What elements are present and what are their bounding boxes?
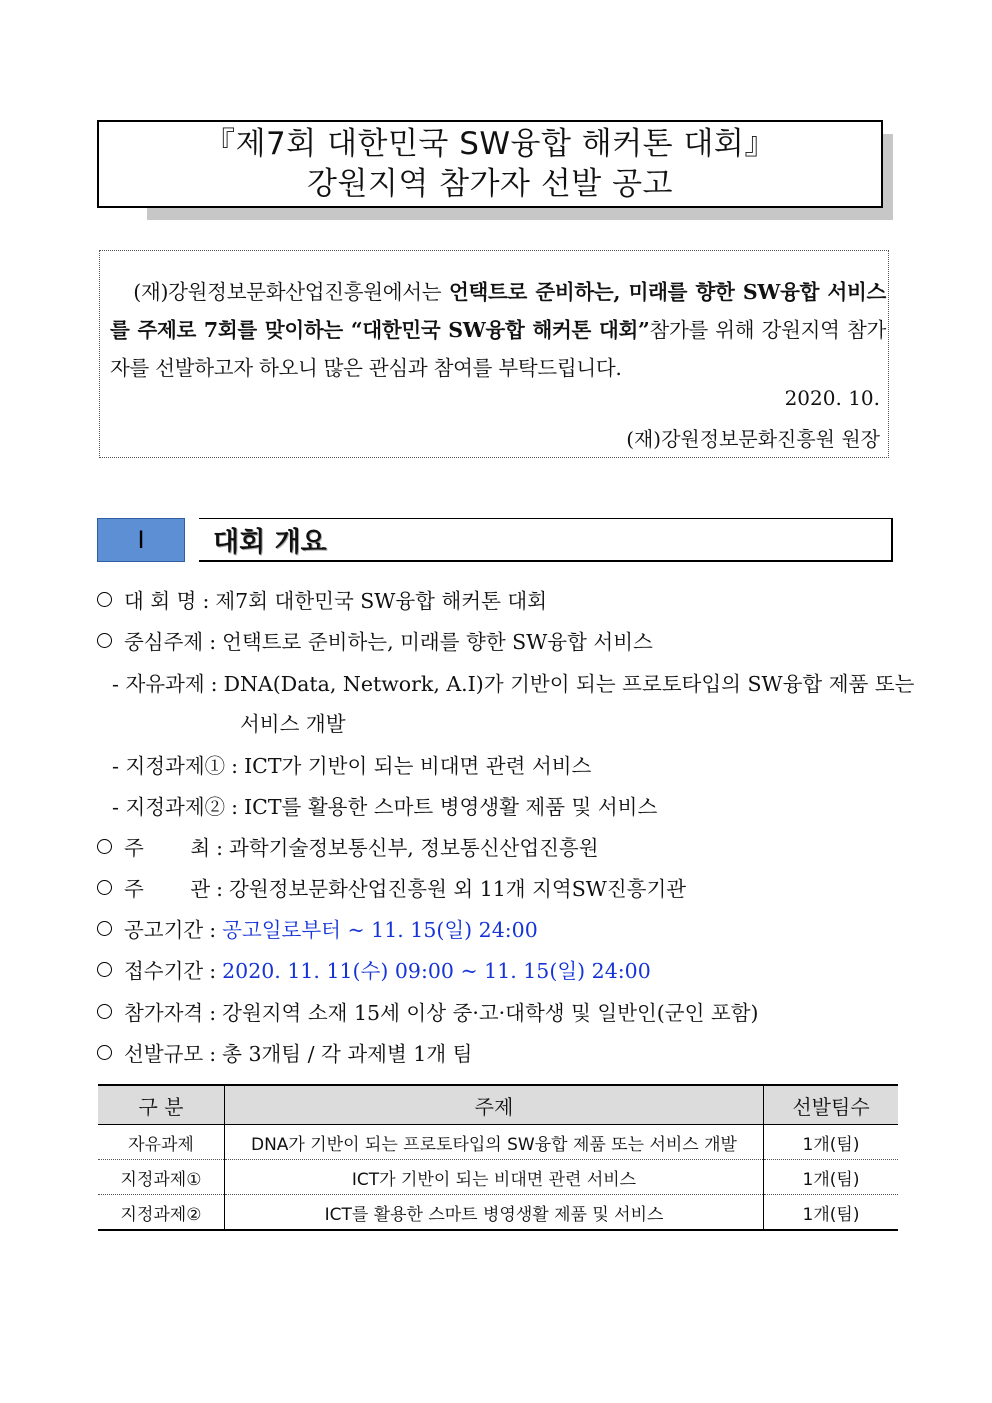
title-box	[97, 120, 883, 208]
notice-text-bold: 언택트로 준비하는, 미래를 향한 SW융합 서비스를 주제로 7회를 맞이하는 “대한민국 SW융합 해커톤 대회”	[110, 280, 886, 342]
notice-date: 2020. 10.	[784, 386, 880, 410]
notice-text-end: 참가를 위해 강원지역 참가자를 선발하고자 하오니 많은 관심과 참여를 부탁드립니다.	[110, 318, 886, 380]
item-eligibility: 참가자격 : 강원지역 소재 15세 이상 중·고·대학생 및 일반인(군인 포함)	[97, 999, 759, 1027]
table-row	[98, 1125, 898, 1160]
table-row	[98, 1160, 898, 1195]
item-name: 대 회 명 : 제7회 대한민국 SW융합 해커톤 대회	[97, 587, 547, 615]
table-cell: 지정과제①	[98, 1160, 225, 1195]
item-task-1: - 지정과제① : ICT가 기반이 되는 비대면 관련 서비스	[112, 754, 592, 778]
item-apply-period: 접수기간 : 2020. 11. 11(수) 09:00 ~ 11. 15(일) 24:00	[97, 957, 651, 985]
circle-bullet-icon	[97, 1045, 112, 1060]
title-frame	[97, 120, 883, 208]
circle-bullet-icon	[97, 880, 112, 895]
item-notice-period: 공고기간 : 공고일로부터 ~ 11. 15(일) 24:00	[97, 916, 538, 944]
item-free-task: - 자유과제 : DNA(Data, Network, A.I)가 기반이 되는 프로토타입의 SW융합 제품 또는	[112, 672, 915, 696]
table-cell: 자유과제	[98, 1125, 225, 1160]
table-cell: 1개(팀)	[764, 1195, 899, 1231]
table-header: 주제	[225, 1085, 764, 1125]
circle-bullet-icon	[97, 1004, 112, 1019]
item-task-2: - 지정과제② : ICT를 활용한 스마트 병영생활 제품 및 서비스	[112, 795, 658, 819]
notice-paragraph	[110, 273, 886, 387]
circle-bullet-icon	[97, 921, 112, 936]
table-header: 구 분	[98, 1085, 225, 1125]
table-cell: ICT가 기반이 되는 비대면 관련 서비스	[225, 1160, 764, 1195]
item-scale: 선발규모 : 총 3개팀 / 각 과제별 1개 팀	[97, 1040, 472, 1068]
table-cell: ICT를 활용한 스마트 병영생활 제품 및 서비스	[225, 1195, 764, 1231]
item-free-task-cont: 서비스 개발	[240, 712, 346, 736]
table-header: 선발팀수	[764, 1085, 899, 1125]
table-header-row	[98, 1085, 898, 1125]
table-cell: 1개(팀)	[764, 1125, 899, 1160]
table-cell: 1개(팀)	[764, 1160, 899, 1195]
section-title: 대회 개요	[199, 518, 893, 562]
notice-signature: (재)강원정보문화진흥원 원장	[626, 427, 880, 451]
circle-bullet-icon	[97, 962, 112, 977]
table-cell: DNA가 기반이 되는 프로토타입의 SW융합 제품 또는 서비스 개발	[225, 1125, 764, 1160]
notice-text-start: (재)강원정보문화산업진흥원에서는	[133, 280, 449, 304]
table-row	[98, 1195, 898, 1231]
notice-box	[99, 250, 889, 458]
circle-bullet-icon	[97, 839, 112, 854]
title-line-2: 강원지역 참가자 선발 공고	[307, 166, 673, 202]
title-line-1: 『제7회 대한민국 SW융합 해커톤 대회』	[204, 126, 776, 162]
circle-bullet-icon	[97, 633, 112, 648]
section-heading	[97, 518, 897, 564]
selection-table	[98, 1084, 898, 1231]
section-number: Ⅰ	[97, 518, 185, 562]
item-host: 주 최 : 과학기술정보통신부, 정보통신산업진흥원	[97, 834, 599, 862]
circle-bullet-icon	[97, 592, 112, 607]
item-organizer: 주 관 : 강원정보문화산업진흥원 외 11개 지역SW진흥기관	[97, 875, 686, 903]
table-cell: 지정과제②	[98, 1195, 225, 1231]
item-theme: 중심주제 : 언택트로 준비하는, 미래를 향한 SW융합 서비스	[97, 628, 653, 656]
